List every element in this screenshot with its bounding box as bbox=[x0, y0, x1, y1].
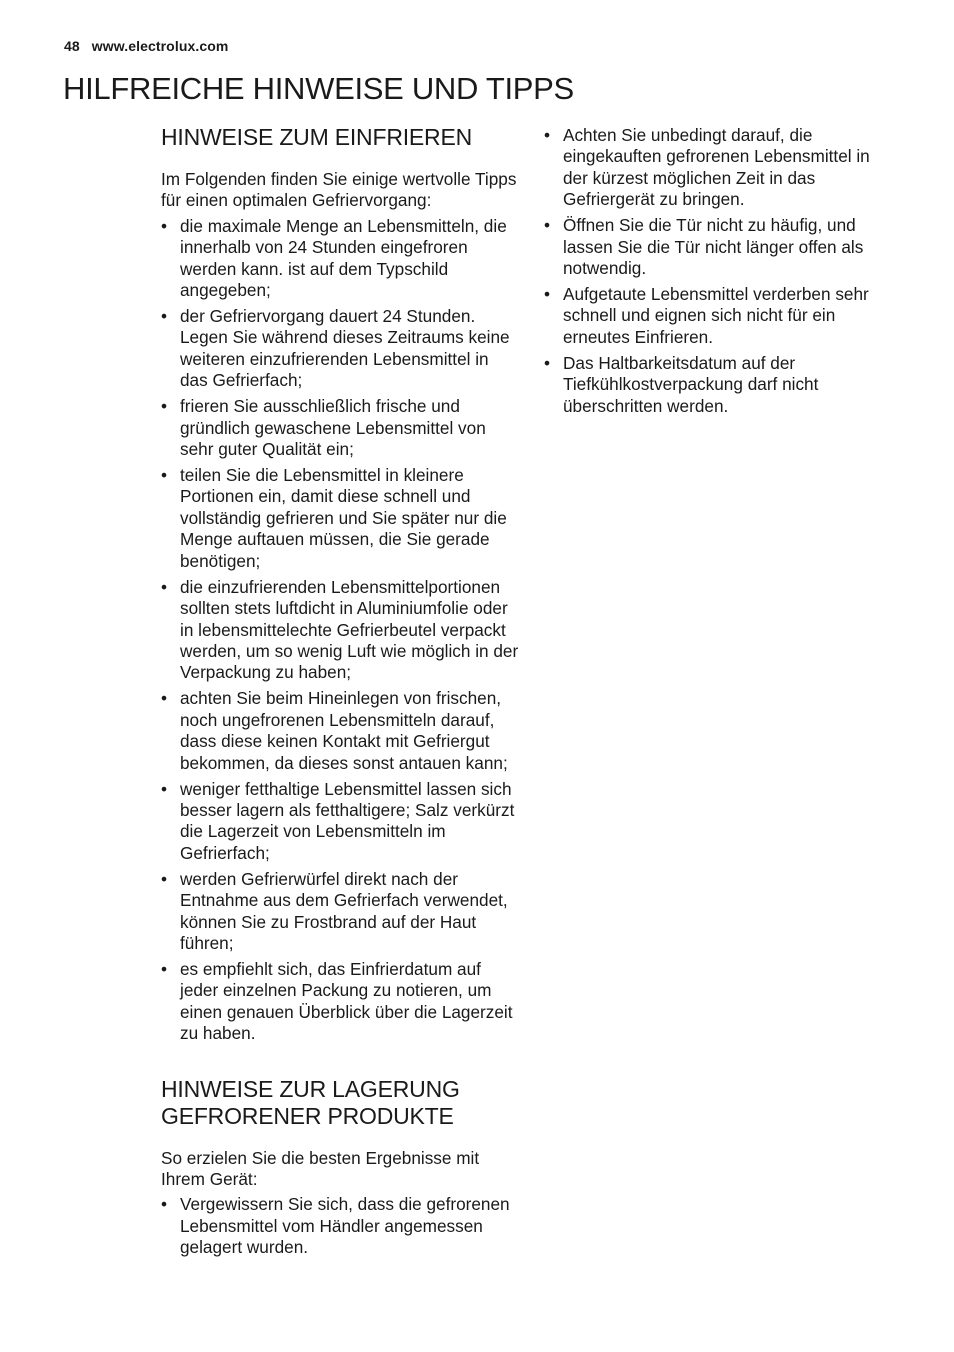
heading-line: HINWEISE ZUM EINFRIEREN bbox=[161, 124, 473, 150]
section-heading-storage bbox=[161, 1076, 521, 1130]
freezing-tips-list bbox=[161, 216, 521, 1045]
heading-line: GEFRORENER PRODUKTE bbox=[161, 1102, 454, 1129]
page-title: HILFREICHE HINWEISE UND TIPPS bbox=[63, 71, 574, 106]
section-intro-storage: So erzielen Sie die besten Ergebnisse mit Ihrem Gerät: bbox=[161, 1147, 480, 1189]
list-item: • Vergewissern Sie sich, dass die gefrorenen Lebensmittel vom Händler angemessen gelagert wurden. bbox=[161, 1194, 521, 1258]
storage-tips-list bbox=[161, 1194, 521, 1258]
section-intro-freezing: Im Folgenden finden Sie einige wertvolle Tipps für einen optimalen Gefriervorgang: bbox=[161, 169, 517, 211]
website-url: www.electrolux.com bbox=[91, 38, 229, 54]
list-item: • achten Sie beim Hineinlegen von frischen, noch ungefrorenen Lebensmitteln darauf, dass diese keinen Kontakt mit Gefriergut bekommen, da dieses sonst antauen kann; bbox=[161, 688, 521, 774]
list-item: • der Gefriervorgang dauert 24 Stunden. Legen Sie während dieses Zeitraums keine weiteren einzufrierenden Lebensmittel in das Gefrierfach; bbox=[161, 306, 521, 392]
list-item: • teilen Sie die Lebensmittel in kleinere Portionen ein, damit diese schnell und vollständig gefrieren und Sie später nur die Menge auftauen müssen, die Sie gerade benötigen; bbox=[161, 465, 521, 572]
section-heading-freezing bbox=[161, 124, 521, 151]
list-item: • es empfiehlt sich, das Einfrierdatum auf jeder einzelnen Packung zu notieren, um einen genauen Überblick über die Lagerzeit zu haben. bbox=[161, 959, 521, 1045]
list-item: • die einzufrierenden Lebensmittelportionen sollten stets luftdicht in Aluminiumfolie oder in lebensmittelechte Gefrierbeutel verpackt werden, um so wenig Luft wie möglich in der Verpackung zu haben; bbox=[161, 577, 521, 684]
storage-tips-list-continued bbox=[544, 125, 896, 417]
list-item: • Aufgetaute Lebensmittel verderben sehr schnell und eignen sich nicht für ein erneutes Einfrieren. bbox=[544, 284, 896, 348]
list-item: • Achten Sie unbedingt darauf, die eingekauften gefrorenen Lebensmittel in der kürzest möglichen Zeit in das Gefriergerät zu bringen. bbox=[544, 125, 896, 211]
list-item: • Das Haltbarkeitsdatum auf der Tiefkühlkostverpackung darf nicht überschritten werden. bbox=[544, 353, 896, 417]
list-item: • Öffnen Sie die Tür nicht zu häufig, und lassen Sie die Tür nicht länger offen als notwendig. bbox=[544, 215, 896, 279]
list-item: • weniger fetthaltige Lebensmittel lassen sich besser lagern als fetthaltigere; Salz verkürzt die Lagerzeit von Lebensmitteln im Gefrierfach; bbox=[161, 779, 521, 865]
page-header bbox=[64, 38, 228, 54]
list-item: • die maximale Menge an Lebensmitteln, die innerhalb von 24 Stunden eingefroren werden kann. ist auf dem Typschild angegeben; bbox=[161, 216, 521, 302]
list-item: • frieren Sie ausschließlich frische und gründlich gewaschene Lebensmittel von sehr guter Qualität ein; bbox=[161, 396, 521, 460]
page-number: 48 bbox=[64, 38, 80, 54]
heading-line: HINWEISE ZUR LAGERUNG bbox=[161, 1075, 460, 1102]
list-item: • werden Gefrierwürfel direkt nach der Entnahme aus dem Gefrierfach verwendet, können Sie zu Frostbrand auf der Haut führen; bbox=[161, 869, 521, 955]
left-column bbox=[161, 124, 521, 1263]
right-column bbox=[544, 125, 896, 422]
